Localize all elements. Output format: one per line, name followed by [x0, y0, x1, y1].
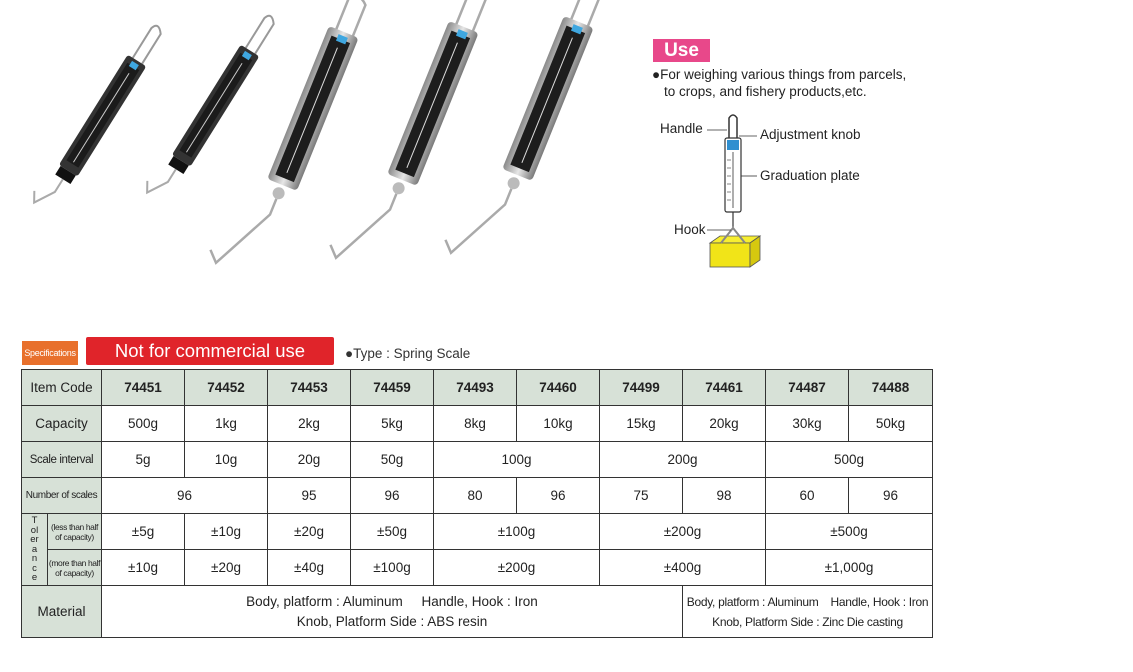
- scale-interval-cell: 500g: [766, 442, 933, 478]
- item-code-cell: 74499: [600, 370, 683, 406]
- row-scale-interval: [22, 442, 933, 478]
- tolerance-less-cell: ±50g: [351, 514, 434, 550]
- row-number-of-scales: [22, 478, 933, 514]
- capacity-cell: 50kg: [849, 406, 933, 442]
- tolerance-more-cell: ±10g: [102, 550, 185, 586]
- item-code-cell: 74487: [766, 370, 849, 406]
- number-of-scales-cell: 80: [434, 478, 517, 514]
- scale-interval-cell: 200g: [600, 442, 766, 478]
- tolerance-more-cell: ±40g: [268, 550, 351, 586]
- tolerance-less-cell: ±20g: [268, 514, 351, 550]
- number-of-scales-cell: 98: [683, 478, 766, 514]
- material-cell-aluminum-abs: [102, 586, 683, 638]
- material-cell-aluminum-zinc: [683, 586, 933, 638]
- header-tolerance-less: (less than half of capacity): [48, 514, 102, 550]
- capacity-cell: 2kg: [268, 406, 351, 442]
- scale-interval-cell: 20g: [268, 442, 351, 478]
- tolerance-more-cell: ±200g: [434, 550, 600, 586]
- header-number-of-scales: Number of scales: [22, 478, 102, 514]
- tolerance-more-cell: ±20g: [185, 550, 268, 586]
- scale-interval-cell: 100g: [434, 442, 600, 478]
- capacity-cell: 30kg: [766, 406, 849, 442]
- material-line: Knob, Platform Side : Zinc Die casting: [712, 614, 903, 629]
- tolerance-less-cell: ±100g: [434, 514, 600, 550]
- tolerance-less-cell: ±500g: [766, 514, 933, 550]
- specifications-badge: Specifications: [22, 341, 78, 365]
- number-of-scales-cell: 96: [351, 478, 434, 514]
- tolerance-more-cell: ±400g: [600, 550, 766, 586]
- capacity-cell: 10kg: [517, 406, 600, 442]
- capacity-cell: 8kg: [434, 406, 517, 442]
- spring-scale-image: [142, 7, 281, 205]
- product-photos: [0, 0, 610, 300]
- scale-interval-cell: 50g: [351, 442, 434, 478]
- tolerance-label: Tolerance: [30, 515, 39, 584]
- capacity-cell: 20kg: [683, 406, 766, 442]
- label-adjustment-knob: Adjustment knob: [760, 127, 861, 142]
- capacity-cell: 15kg: [600, 406, 683, 442]
- tolerance-less-cell: ±200g: [600, 514, 766, 550]
- row-capacity: [22, 406, 933, 442]
- tolerance-more-cell: ±1,000g: [766, 550, 933, 586]
- scale-interval-cell: 5g: [102, 442, 185, 478]
- parts-diagram: [655, 110, 915, 280]
- capacity-cell: 1kg: [185, 406, 268, 442]
- tolerance-less-cell: ±5g: [102, 514, 185, 550]
- material-line: Body, platform : Aluminum Handle, Hook : Iron: [686, 594, 929, 609]
- header-item-code: Item Code: [22, 370, 102, 406]
- scale-interval-cell: 10g: [185, 442, 268, 478]
- item-code-cell: 74461: [683, 370, 766, 406]
- header-capacity: Capacity: [22, 406, 102, 442]
- item-code-cell: 74451: [102, 370, 185, 406]
- spring-scale-image: [207, 0, 373, 281]
- type-label: ●Type : Spring Scale: [345, 346, 471, 361]
- spec-table: [21, 369, 933, 638]
- capacity-cell: 500g: [102, 406, 185, 442]
- label-handle: Handle: [660, 121, 703, 136]
- row-tolerance-less: [22, 514, 933, 550]
- number-of-scales-cell: 96: [849, 478, 933, 514]
- row-item-code: [22, 370, 933, 406]
- item-code-cell: 74460: [517, 370, 600, 406]
- use-bullet-cont: to crops, and fishery products,etc.: [664, 84, 867, 99]
- not-for-commercial-use-banner: Not for commercial use: [86, 337, 334, 365]
- item-code-cell: 74459: [351, 370, 434, 406]
- capacity-cell: 5kg: [351, 406, 434, 442]
- row-tolerance-more: [22, 550, 933, 586]
- number-of-scales-cell: 75: [600, 478, 683, 514]
- item-code-cell: 74488: [849, 370, 933, 406]
- number-of-scales-cell: 96: [102, 478, 268, 514]
- use-description: [652, 66, 952, 100]
- number-of-scales-cell: 96: [517, 478, 600, 514]
- label-graduation-plate: Graduation plate: [760, 168, 860, 183]
- use-badge: Use: [653, 39, 710, 62]
- header-material: Material: [22, 586, 102, 638]
- item-code-cell: 74452: [185, 370, 268, 406]
- tolerance-more-cell: ±100g: [351, 550, 434, 586]
- tolerance-less-cell: ±10g: [185, 514, 268, 550]
- row-material: [22, 586, 933, 638]
- header-tolerance-more: (more than half of capacity): [48, 550, 102, 586]
- material-line: Knob, Platform Side : ABS resin: [296, 613, 488, 629]
- item-code-cell: 74453: [268, 370, 351, 406]
- header-scale-interval: Scale interval: [22, 442, 102, 478]
- item-code-cell: 74493: [434, 370, 517, 406]
- header-tolerance: [22, 514, 48, 586]
- label-hook: Hook: [674, 222, 706, 237]
- material-line: Body, platform : Aluminum Handle, Hook : Iron: [246, 593, 538, 609]
- number-of-scales-cell: 60: [766, 478, 849, 514]
- number-of-scales-cell: 95: [268, 478, 351, 514]
- use-bullet: ●For weighing various things from parcels,: [652, 67, 907, 82]
